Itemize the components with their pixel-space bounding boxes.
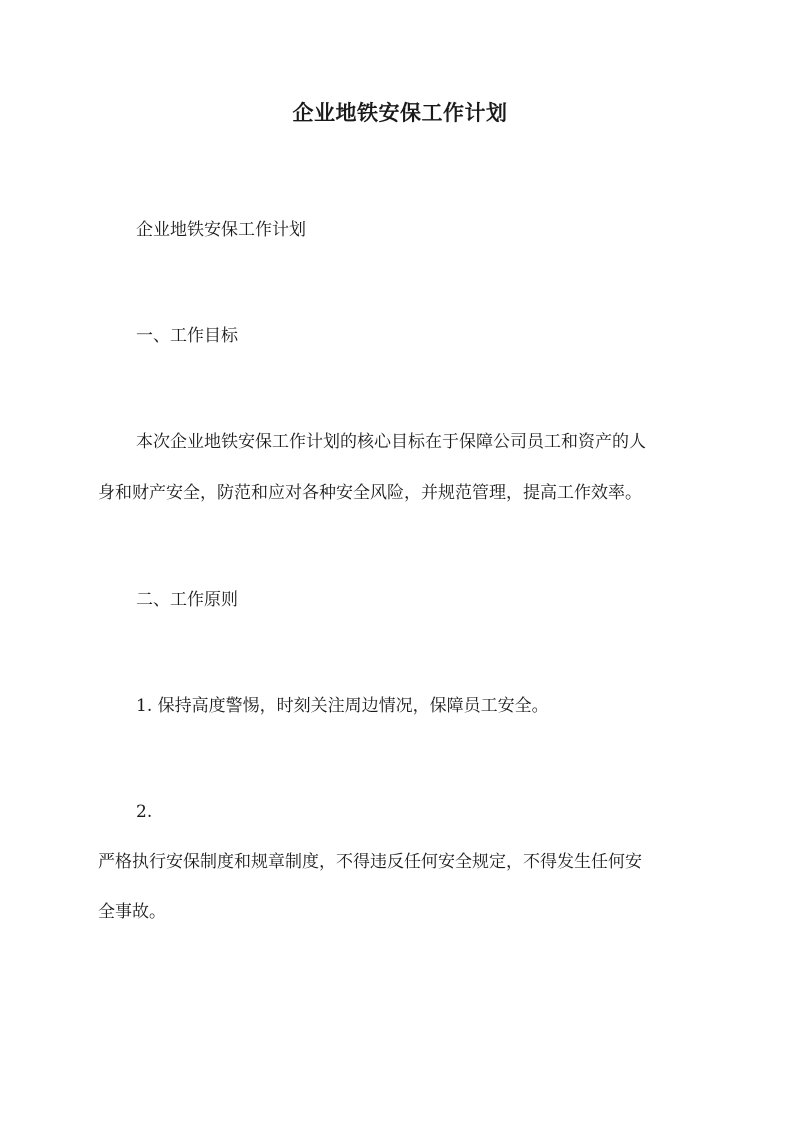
goals-paragraph-line-1: 本次企业地铁安保工作计划的核心目标在于保障公司员工和资产的人 <box>136 432 646 452</box>
principle-item-2-line-1: 严格执行安保制度和规章制度，不得违反任何安全规定，不得发生任何安 <box>98 852 642 872</box>
document-subtitle: 企业地铁安保工作计划 <box>136 220 306 240</box>
section-heading-goals: 一、工作目标 <box>136 326 238 346</box>
principle-item-2-line-2: 全事故。 <box>98 902 166 922</box>
principle-item-2-number: 2. <box>136 802 153 822</box>
goals-paragraph-line-2: 身和财产安全，防范和应对各种安全风险，并规范管理，提高工作效率。 <box>98 483 642 503</box>
section-heading-principles: 二、工作原则 <box>136 590 238 610</box>
document-title: 企业地铁安保工作计划 <box>292 100 508 125</box>
principle-item-1: 1. 保持高度警惕，时刻关注周边情况，保障员工安全。 <box>136 696 549 716</box>
